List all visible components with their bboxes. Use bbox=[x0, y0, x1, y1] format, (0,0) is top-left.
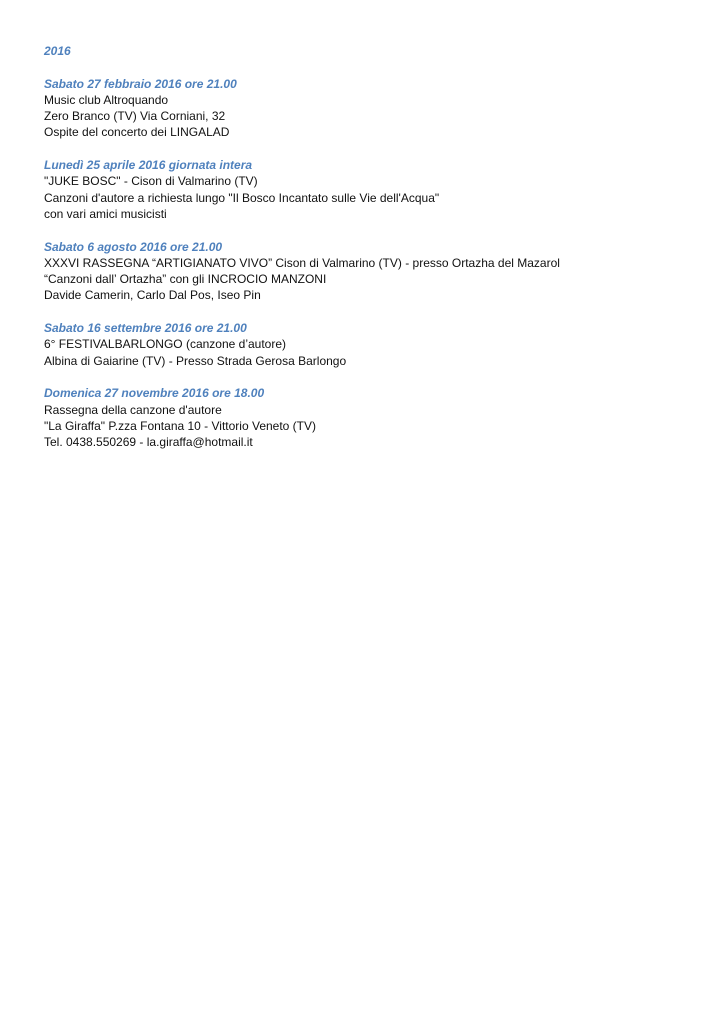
event-line: Albina di Gaiarine (TV) - Presso Strada Gerosa Barlongo bbox=[44, 353, 347, 368]
event-date: Sabato 27 febbraio 2016 ore 21.00 bbox=[44, 76, 237, 91]
event-line: 6° FESTIVALBARLONGO (canzone d’autore) bbox=[44, 337, 287, 352]
event-line: Zero Branco (TV) Via Corniani, 32 bbox=[44, 109, 226, 124]
event-line: "JUKE BOSC" - Cison di Valmarino (TV) bbox=[44, 174, 258, 189]
event-block bbox=[44, 239, 684, 304]
event-line: Music club Altroquando bbox=[44, 92, 169, 107]
event-date: Domenica 27 novembre 2016 ore 18.00 bbox=[44, 386, 265, 401]
event-line: "La Giraffa" P.zza Fontana 10 - Vittorio Veneto (TV) bbox=[44, 418, 317, 433]
document-page bbox=[44, 43, 684, 450]
event-block bbox=[44, 385, 684, 450]
event-date: Lunedì 25 aprile 2016 giornata intera bbox=[44, 158, 253, 173]
spacer bbox=[44, 304, 684, 320]
event-date: Sabato 16 settembre 2016 ore 21.00 bbox=[44, 321, 247, 336]
event-block bbox=[44, 320, 684, 369]
spacer bbox=[44, 59, 684, 75]
event-line: Davide Camerin, Carlo Dal Pos, Iseo Pin bbox=[44, 288, 261, 303]
year-heading: 2016 bbox=[44, 44, 71, 58]
spacer bbox=[44, 369, 684, 385]
event-line: Ospite del concerto dei LINGALAD bbox=[44, 125, 230, 140]
event-line: Canzoni d'autore a richiesta lungo "Il Bosco Incantato sulle Vie dell'Acqua" bbox=[44, 190, 440, 205]
event-line: Rassegna della canzone d'autore bbox=[44, 402, 222, 417]
event-line: XXXVI RASSEGNA “ARTIGIANATO VIVO” Cison di Valmarino (TV) - presso Ortazha del Mazarol bbox=[44, 255, 560, 270]
event-block bbox=[44, 157, 684, 222]
spacer bbox=[44, 141, 684, 157]
event-block bbox=[44, 76, 684, 141]
spacer bbox=[44, 222, 684, 238]
event-line: “Canzoni dall’ Ortazha” con gli INCROCIO MANZONI bbox=[44, 272, 327, 287]
event-line: con vari amici musicisti bbox=[44, 206, 167, 221]
event-line: Tel. 0438.550269 - la.giraffa@hotmail.it bbox=[44, 435, 253, 450]
event-date: Sabato 6 agosto 2016 ore 21.00 bbox=[44, 239, 223, 254]
